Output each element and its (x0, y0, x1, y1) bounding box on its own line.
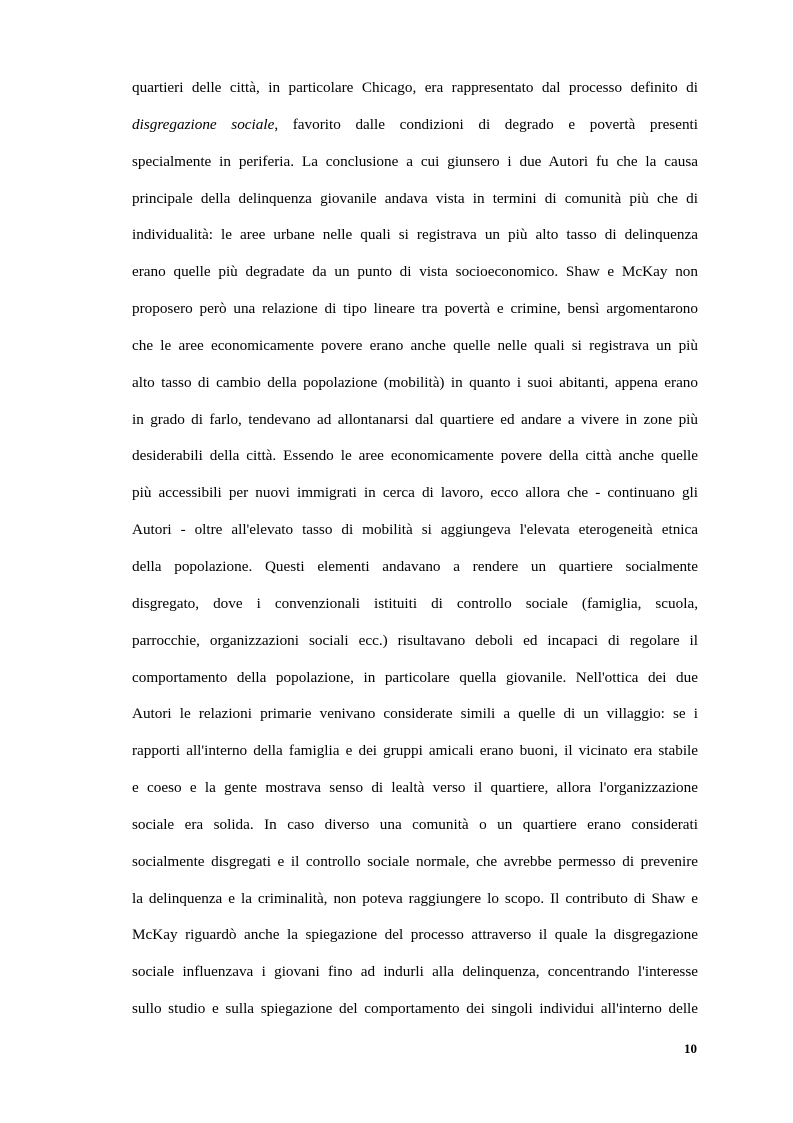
text-run: erano quelle più degradate da un punto di vista socioeconomico. Shaw e McKay non (132, 263, 698, 281)
text-line (132, 623, 698, 660)
text-run: proposero però una relazione di tipo lineare tra povertà e crimine, bensì argomentarono (132, 300, 698, 318)
text-line (132, 402, 698, 439)
text-line (132, 881, 698, 918)
text-run: alto tasso di cambio della popolazione (mobilità) in quanto i suoi abitanti, appena erano (132, 373, 698, 391)
text-run: McKay riguardò anche la spiegazione del processo attraverso il quale la disgregazione (132, 926, 698, 944)
text-run: e coeso e la gente mostrava senso di lealtà verso il quartiere, allora l'organizzazione (132, 779, 698, 797)
text-line (132, 549, 698, 586)
text-line (132, 438, 698, 475)
text-line (132, 733, 698, 770)
text-line (132, 586, 698, 623)
text-run: desiderabili della città. Essendo le aree economicamente povere della città anche quelle (132, 447, 698, 465)
text-line (132, 107, 698, 144)
text-run: , favorito dalle condizioni di degrado e povertà presenti (274, 115, 698, 133)
text-line (132, 328, 698, 365)
text-run: Autori le relazioni primarie venivano considerate simili a quelle di un villaggio: se i (132, 705, 698, 723)
text-run: disgregato, dove i convenzionali istituiti di controllo sociale (famiglia, scuola, (132, 594, 698, 612)
page-number: 10 (684, 1041, 697, 1056)
text-run: comportamento della popolazione, in particolare quella giovanile. Nell'ottica dei due (132, 668, 698, 686)
body-paragraph (132, 70, 698, 1028)
text-run: più accessibili per nuovi immigrati in cerca di lavoro, ecco allora che - continuano gli (132, 484, 698, 502)
text-line (132, 291, 698, 328)
text-line (132, 70, 698, 107)
text-run: socialmente disgregati e il controllo sociale normale, che avrebbe permesso di prevenire (132, 852, 698, 870)
text-line (132, 217, 698, 254)
text-run: principale della delinquenza giovanile andava vista in termini di comunità più che di (132, 189, 698, 207)
text-run: sociale influenzava i giovani fino ad indurli alla delinquenza, concentrando l'interesse (132, 963, 698, 981)
italic-term: disgregazione sociale (132, 115, 275, 133)
text-run: la delinquenza e la criminalità, non poteva raggiungere lo scopo. Il contributo di Shaw e (132, 889, 698, 907)
text-line (132, 696, 698, 733)
text-line (132, 807, 698, 844)
text-run: che le aree economicamente povere erano anche quelle nelle quali si registrava un più (132, 336, 698, 354)
text-run: parrocchie, organizzazioni sociali ecc.) risultavano deboli ed incapaci di regolare il (132, 631, 698, 649)
text-line (132, 181, 698, 218)
text-run: sullo studio e sulla spiegazione del comportamento dei singoli individui all'interno delle (132, 1000, 698, 1018)
text-line (132, 660, 698, 697)
text-line (132, 954, 698, 991)
text-run: individualità: le aree urbane nelle quali si registrava un più alto tasso di delinquenza (132, 226, 698, 244)
text-run: della popolazione. Questi elementi andavano a rendere un quartiere socialmente (132, 557, 698, 575)
text-line (132, 512, 698, 549)
text-line (132, 770, 698, 807)
text-run: quartieri delle città, in particolare Chicago, era rappresentato dal processo definito di (132, 79, 698, 96)
text-line (132, 365, 698, 402)
text-run: rapporti all'interno della famiglia e dei gruppi amicali erano buoni, il vicinato era stabile (132, 742, 698, 760)
text-line (132, 991, 698, 1028)
text-line (132, 917, 698, 954)
text-run: Autori - oltre all'elevato tasso di mobilità si aggiungeva l'elevata eterogeneità etnica (132, 521, 698, 539)
text-run: specialmente in periferia. La conclusione a cui giunsero i due Autori fu che la causa (132, 152, 698, 170)
text-line (132, 144, 698, 181)
text-line (132, 475, 698, 512)
text-run: sociale era solida. In caso diverso una comunità o un quartiere erano considerati (132, 815, 698, 833)
text-line (132, 844, 698, 881)
text-run: in grado di farlo, tendevano ad allontanarsi dal quartiere ed andare a vivere in zone più (132, 410, 698, 428)
text-line (132, 254, 698, 291)
